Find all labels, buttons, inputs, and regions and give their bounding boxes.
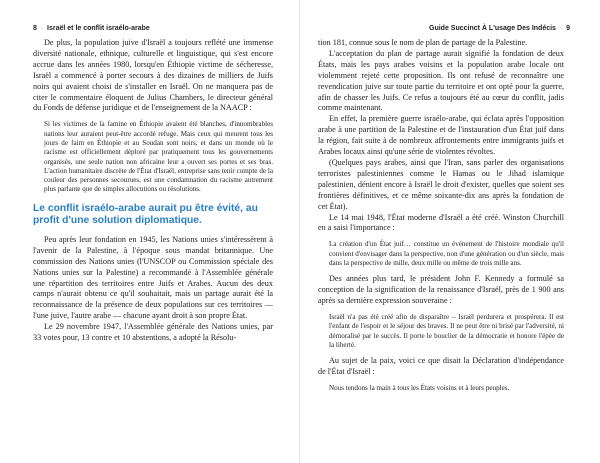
- paragraph: Des années plus tard, le président John F. Kennedy a formulé sa conception de la signification de la renaissance d'Israël, près de 1 900 ans après sa dernière expression souveraine :: [318, 274, 564, 306]
- right-running-head: Guide Succinct À L'usage Des Indécis: [429, 25, 556, 32]
- left-running-head: Israël et le conflit israélo-arabe: [47, 25, 150, 32]
- section-heading: Le conflit israélo-arabe aurait pu être évité, au profit d'une solution diplomatique.: [33, 202, 258, 227]
- paragraph: De plus, la population juive d'Israël a toujours reflété une immense diversité nationale, ethnique, culturelle et linguistique, qui s'est encore accrue dans les années 1980, lorsqu'en Éthiopie victime de sécheresse, Israël a commencé à porter secours à des dizaines de milliers de Juifs noirs qui avaient choisi de s'installer en Israël. On ne manquera pas de citer le commentaire éloquent de Julius Chambers, le directeur général du Fonds de défense juridique et de l'enseignement de la NAACP :: [33, 38, 273, 113]
- quote-paragraph: Si les victimes de la famine en Éthiopie avaient été blanches, d'innombrables nations leur auraient peut-être accordé refuge. Mais ceux qui meurent tous les jours de faim en Éthiopie et au Soudan sont noirs, et dans un monde où le racisme est officiellement déploré par pratiquement tous les gouvernements organisés, une seule nation non africaine leur a ouvert ses portes et ses bras. L'action humanitaire discrète de l'État d'Israël, entreprise sans tenir compte de la couleur des personnes secourues, est une condamnation du racisme autrement plus parlante que de simples allocutions ou résolutions.: [44, 120, 273, 194]
- paragraph: Peu après leur fondation en 1945, les Nations unies s'intéressèrent à l'avenir de la Palestine, à l'époque sous mandat britannique. Une commission des Nations unies (l'UNSCOP ou Commission spéciale des Nations unies sur la Palestine) a recommandé à l'Assemblée générale une répartition des territoires entre Juifs et Arabes. Aucun des deux camps n'aurait obtenu ce qu'il souhaitait, mais un partage aurait été la reconnaissance de la présence de deux populations sur ces territoires — l'une juive, l'autre arabe — chacune ayant droit à son propre État.: [33, 234, 273, 321]
- paragraph: Le 14 mai 1948, l'État moderne d'Israël a été créé. Winston Churchill en a saisi l'importance :: [318, 212, 564, 233]
- paragraph-continued: tion 181, connue sous le nom de plan de partage de la Palestine.: [318, 38, 528, 47]
- paragraph: L'acceptation du plan de partage aurait signifié la fondation de deux États, mais les pays arabes voisins et la population arabe locale ont violemment rejeté cette proposition. Ils ont refusé de reconnaître une revendication juive sur toute partie du territoire et ont opté pour la guerre, afin de chasser les Juifs. Ce refus a toujours été au cœur du conflit, jadis comme maintenant.: [318, 48, 564, 113]
- paragraph: En effet, la première guerre israélo-arabe, qui éclata après l'opposition arabe à une partition de la Palestine et de l'instauration d'un État juif dans la région, fait suite à de nombreux affrontements entre immigrants juifs et Arabes locaux ainsi qu'une série de violentes révoltes.: [318, 114, 564, 157]
- left-body-text: [33, 38, 273, 344]
- block-quote: [329, 313, 564, 350]
- quote-paragraph: La création d'un État juif… constitue un événement de l'histoire mondiale qu'il convient d'envisager dans la perspective, non d'une génération ou d'un siècle, mais dans la perspective de mille, deux mille ou même de trois mille ans.: [329, 240, 564, 267]
- right-header-separator: ·: [557, 25, 565, 32]
- right-body-text: [318, 38, 564, 399]
- paragraph: Le 29 novembre 1947, l'Assemblée générale des Nations unies, par 33 votes pour, 13 contre et 10 abstentions, a adopté la Résolu-: [33, 322, 273, 343]
- right-page: [300, 0, 600, 463]
- block-quote: [329, 240, 564, 268]
- quote-paragraph: Israël n'a pas été créé afin de disparaître – Israël perdurera et prospérera. Il est l'enfant de l'espoir et le séjour des braves. Il ne peut être ni brisé par l'adversité, ni démoralisé par le succès. Il porte le bouclier de la démocratie et honore l'épée de la liberté.: [329, 312, 564, 349]
- block-quote: [44, 120, 273, 194]
- right-page-number: 9: [566, 25, 570, 32]
- right-running-header: [429, 25, 570, 32]
- left-running-header: [33, 25, 150, 32]
- quote-paragraph: Nous tendons la main à tous les États voisins et à leurs peuples,: [329, 383, 510, 392]
- block-quote: [329, 384, 564, 393]
- paragraph: (Quelques pays arabes, ainsi que l'Iran, sans parler des organisations terroristes palestiniennes comme le Hamas ou le Jihad islamique palestinien, dénient encore à Israël le droit d'exister, quelles que soient ses frontières définitives, et ce même soixante-dix ans après la fondation de cet État).: [318, 157, 564, 211]
- left-header-separator: ·: [38, 25, 46, 32]
- left-page-number: 8: [33, 25, 37, 32]
- paragraph: Au sujet de la paix, voici ce que disait la Déclaration d'indépendance de l'État d'Israël :: [318, 356, 564, 377]
